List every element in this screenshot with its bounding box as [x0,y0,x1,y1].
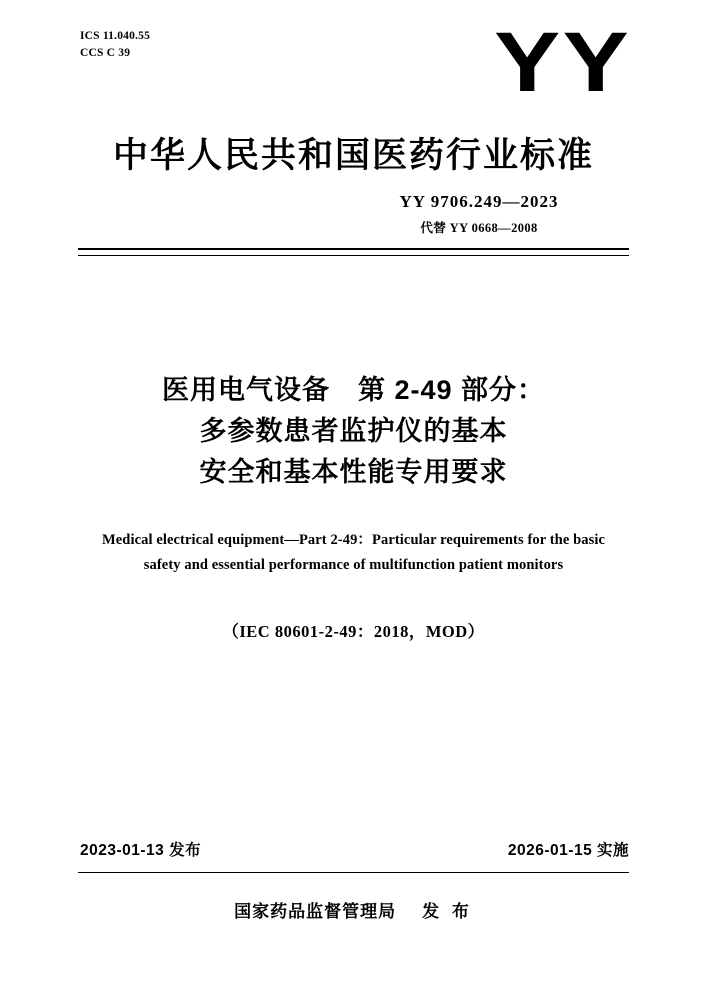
title-en-line-2: safety and essential performance of multifunction patient monitors [143,556,564,573]
title-zh-line-2: 多参数患者监护仪的基本 [199,416,508,447]
publisher-line [0,897,707,922]
standard-number-block [329,192,629,236]
title-en-line-1: Medical electrical equipment—Part 2-49：Particular requirements for the basic [101,532,606,548]
publish-word: 发 布 [422,902,473,921]
page-title: 中华人民共和国医药行业标准 [112,136,594,175]
ccs-code: CCS C 39 [80,46,131,59]
document-title-english [78,528,629,578]
divider-thin-top [78,255,629,256]
implementation-date: 2026-01-15 实施 [507,842,629,859]
ics-code: ICS 11.040.55 [80,30,151,42]
divider-bottom [78,872,629,873]
title-zh-line-3: 安全和基本性能专用要求 [199,457,508,488]
standard-replaces: 代替 YY 0668—2008 [420,221,538,235]
issue-date: 2023-01-13 发布 [80,842,202,859]
iec-reference: （IEC 80601-2-49：2018，MOD） [222,622,485,641]
divider-thick-top [78,248,629,250]
publisher-name: 国家药品监督管理局 [234,902,397,921]
standard-number: YY 9706.249—2023 [399,192,559,211]
document-title-chinese [0,370,707,493]
yy-logo: YY [494,15,631,109]
classification-codes [80,28,150,61]
title-zh-line-1: 医用电气设备 第 2-49 部分： [161,375,546,405]
